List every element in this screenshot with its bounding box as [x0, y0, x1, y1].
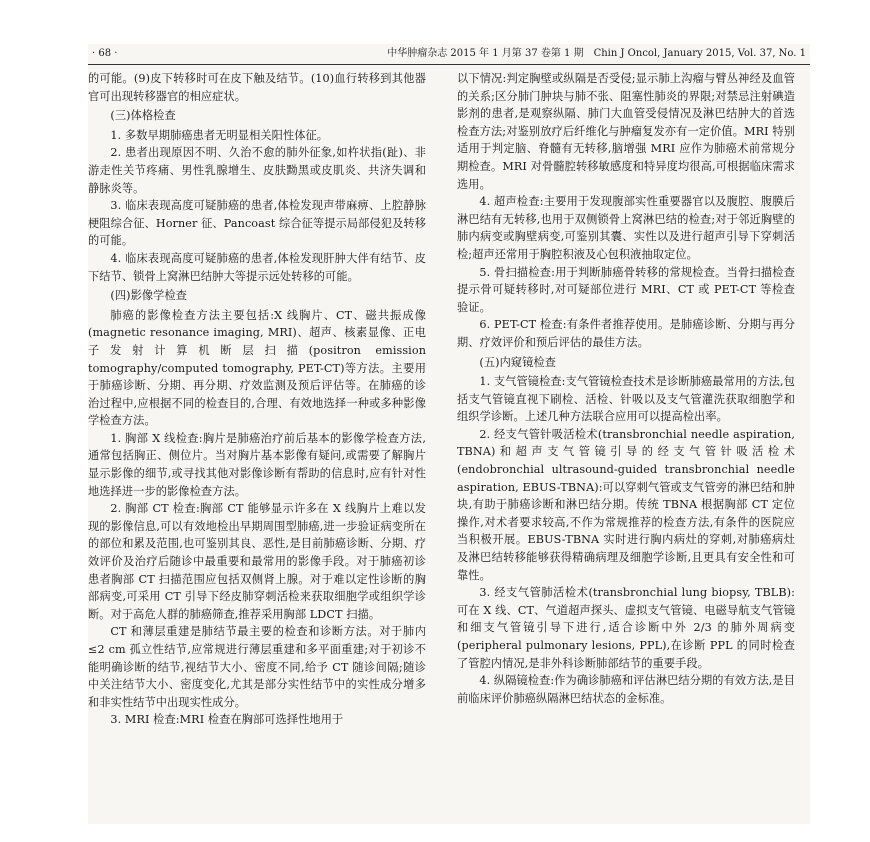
paragraph: 2. 经支气管针吸活检术(transbronchial needle aspiration, TBNA)和超声支气管镜引导的经支气管针吸活检术(endobronchial ultrasound-guided transbronchial needle aspiration, EBUS-TBNA):可以穿刺气管或支气管旁的淋巴结和肿块,有助于肺癌诊断和淋巴结分期。传统 TBNA 根据胸部 CT 定位操作,对术者要求较高,不作为常规推荐的检查方法,有条件的医院应当积极开展。EBUS-TBNA 实时进行胸内病灶的穿刺,对肺癌病灶及淋巴结转移能够获得精确病理及细胞学诊断,且更具有安全性和可靠性。 — [457, 427, 795, 582]
paragraph: 2. 胸部 CT 检查:胸部 CT 能够显示许多在 X 线胸片上难以发现的影像信息,可以有效地检出早期周围型肺癌,进一步验证病变所在的部位和累及范围,也可鉴别其良、恶性,是目前肺癌诊断、分期、疗效评价及治疗后随诊中最重要和最常用的影像手段。对于肺癌初诊患者胸部 CT 扫描范围应包括双侧肾上腺。对于难以定性诊断的胸部病变,可采用 CT 引导下经皮肺穿刺活检来获取细胞学或组织学诊断。对于高危人群的肺癌筛查,推荐采用胸部 LDCT 扫描。 — [88, 502, 426, 621]
paragraph: 4. 纵隔镜检查:作为确诊肺癌和评估淋巴结分期的有效方法,是目前临床评价肺癌纵隔淋巴结状态的金标准。 — [457, 674, 795, 705]
header-rule — [88, 64, 810, 65]
paragraph: 3. 经支气管肺活检术(transbronchial lung biopsy, TBLB):可在 X 线、CT、气道超声探头、虚拟支气管镜、电磁导航支气管镜和细支气管镜引导下进行,适合诊断中外 2/3 的肺外周病变(peripheral pulmonary lesions, PPL),在诊断 PPL 的同时检查了管腔内情况,是非外科诊断肺部结节的重要手段。 — [457, 586, 795, 670]
section-heading: (三)体格检查 — [110, 109, 176, 123]
paragraph: 6. PET-CT 检查:有条件者推荐使用。是肺癌诊断、分期与再分期、疗效评价和预后评估的最佳方法。 — [457, 318, 795, 349]
paragraph: 4. 超声检查:主要用于发现腹部实性重要器官以及腹腔、腹膜后淋巴结有无转移,也用于双侧锁骨上窝淋巴结的检查;对于邻近胸壁的肺内病变或胸壁病变,可鉴别其囊、实性以及进行超声引导下穿刺活检;超声还常用于胸腔积液及心包积液抽取定位。 — [457, 195, 795, 261]
paragraph: 肺癌的影像检查方法主要包括:X 线胸片、CT、磁共振成像(magnetic resonance imaging, MRI)、超声、核素显像、正电子发射计算机断层扫描(positron emission tomography/computed tomography, PET-CT)等方法。主要用于肺癌诊断、分期、再分期、疗效监测及预后评估等。在肺癌的诊治过程中,应根据不同的检查目的,合理、有效地选择一种或多种影像学检查方法。 — [88, 308, 426, 428]
paragraph: 5. 骨扫描检查:用于判断肺癌骨转移的常规检查。当骨扫描检查提示骨可疑转移时,对可疑部位进行 MRI、CT 或 PET-CT 等检查验证。 — [457, 265, 795, 314]
running-header — [88, 46, 810, 62]
section-heading: (五)内窥镜检查 — [479, 355, 557, 369]
section-heading: (四)影像学检查 — [110, 289, 188, 303]
paragraph: 1. 多数早期肺癌患者无明显相关阳性体征。 — [110, 128, 329, 142]
right-column — [457, 70, 795, 822]
paragraph: 1. 支气管镜检查:支气管镜检查技术是诊断肺癌最常用的方法,包括支气管镜直视下刷检、活检、针吸以及支气管灌洗获取细胞学和组织学诊断。上述几种方法联合应用可以提高检出率。 — [457, 375, 795, 424]
paragraph: 3. 临床表现高度可疑肺癌的患者,体检发现声带麻痹、上腔静脉梗阻综合征、Horner 征、Pancoast 综合征等提示局部侵犯及转移的可能。 — [88, 199, 426, 248]
left-column — [88, 70, 426, 822]
paragraph: 1. 胸部 X 线检查:胸片是肺癌治疗前后基本的影像学检查方法,通常包括胸正、侧位片。当对胸片基本影像有疑问,或需要了解胸片显示影像的细节,或寻找其他对影像诊断有帮助的信息时,应有针对性地选择进一步的影像检查方法。 — [88, 431, 426, 498]
journal-citation: 中华肿瘤杂志 2015 年 1 月第 37 卷第 1 期 Chin J Oncol, January 2015, Vol. 37, No. 1 — [387, 48, 806, 59]
paragraph: 以下情况:判定胸壁或纵隔是否受侵;显示肺上沟瘤与臂丛神经及血管的关系;区分肺门肿块与肺不张、阻塞性肺炎的界限;对禁忌注射碘造影剂的患者,是观察纵隔、肺门大血管受侵情况及淋巴结肿大的首选检查方法;对鉴别放疗后纤维化与肿瘤复发亦有一定价值。MRI 特别适用于判定脑、脊髓有无转移,脑增强 MRI 应作为肺癌术前常规分期检查。MRI 对骨髓腔转移敏感度和特异度均很高,可根据临床需求选用。 — [457, 72, 795, 191]
page-number: · 68 · — [92, 48, 118, 59]
paragraph: 4. 临床表现高度可疑肺癌的患者,体检发现肝肿大伴有结节、皮下结节、锁骨上窝淋巴结肿大等提示远处转移的可能。 — [88, 251, 426, 283]
paragraph: 2. 患者出现原因不明、久治不愈的肺外征象,如杵状指(趾)、非游走性关节疼痛、男性乳腺增生、皮肤黝黑或皮肌炎、共济失调和静脉炎等。 — [88, 146, 426, 195]
paragraph: CT 和薄层重建是肺结节最主要的检查和诊断方法。对于肺内≤2 cm 孤立性结节,应常规进行薄层重建和多平面重建;对于初诊不能明确诊断的结节,视结节大小、密度不同,给予 CT 随诊间隔;随诊中关注结节大小、密度变化,尤其是部分实性结节中的实性成分增多和非实性结节中出现实性成分。 — [88, 625, 426, 709]
paragraph: 的可能。(9)皮下转移时可在皮下触及结节。(10)血行转移到其他器官可出现转移器官的相应症状。 — [88, 72, 426, 103]
paragraph: 3. MRI 检查:MRI 检查在胸部可选择性地用于 — [110, 713, 344, 727]
